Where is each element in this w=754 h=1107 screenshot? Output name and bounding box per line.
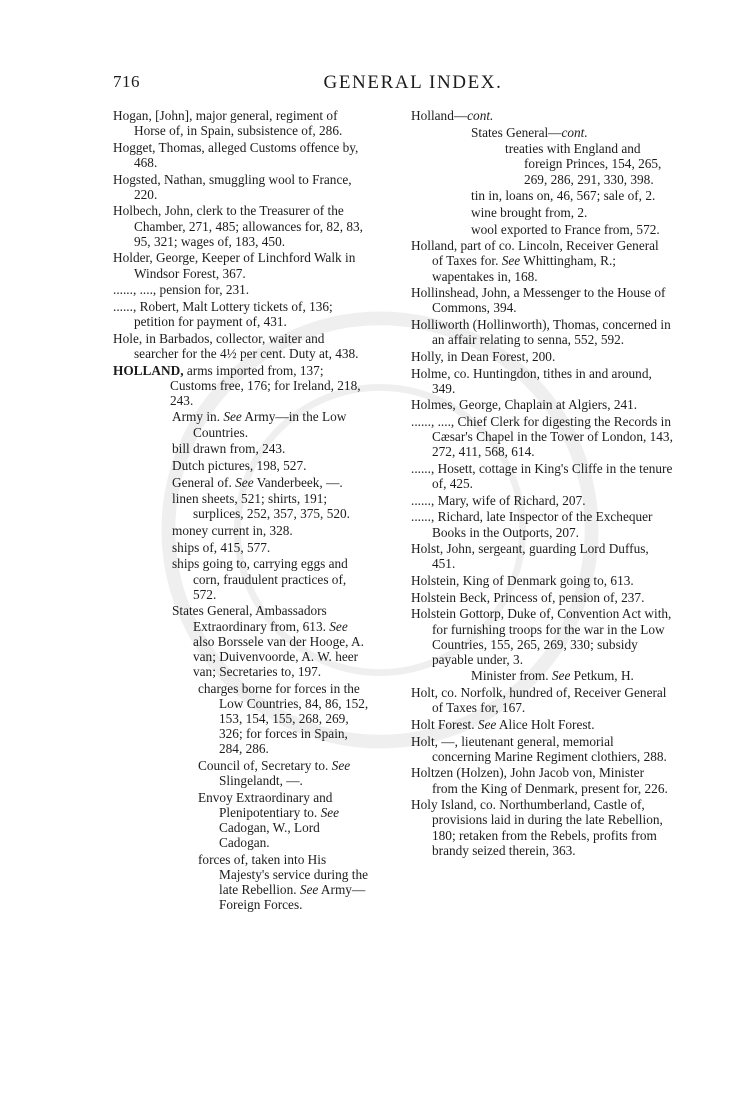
sub-entry: wine brought from, 2. bbox=[471, 204, 588, 220]
sub-entry: Army in. See Army—in the Low Countries. bbox=[172, 409, 347, 440]
index-entry: Holstein Beck, Princess of, pension of, 237. bbox=[411, 589, 645, 605]
index-entry: ......, Robert, Malt Lottery tickets of, 136; petition for payment of, 431. bbox=[113, 298, 333, 330]
page-title: GENERAL INDEX. bbox=[323, 72, 503, 93]
sub-entry: ships of, 415, 577. bbox=[172, 539, 271, 555]
index-entry: Holst, John, sergeant, guarding Lord Duffus, 451. bbox=[411, 541, 649, 572]
sub-entry: Dutch pictures, 198, 527. bbox=[172, 457, 307, 473]
sub-entry: Minister from. See Petkum, H. bbox=[471, 668, 634, 684]
see-reference: See bbox=[235, 474, 254, 490]
sub-entry: bill drawn from, 243. bbox=[172, 441, 286, 457]
right-column bbox=[411, 108, 673, 859]
sub-entry: wool exported to France from, 572. bbox=[471, 221, 660, 237]
left-column bbox=[113, 108, 371, 914]
page-number: 716 bbox=[113, 72, 140, 91]
see-reference: See bbox=[299, 882, 319, 898]
see-reference: See bbox=[501, 253, 521, 269]
sub-entry: linen sheets, 521; shirts, 191; surplices, 252, 357, 375, 520. bbox=[172, 491, 350, 522]
index-entry: ......, ...., pension for, 231. bbox=[113, 282, 250, 298]
index-entry: ......, Richard, late Inspector of the Exchequer Books in the Outports, 207. bbox=[411, 509, 653, 540]
see-reference: See bbox=[329, 618, 348, 634]
index-entry-holland bbox=[113, 363, 371, 408]
see-reference: See bbox=[551, 668, 571, 684]
index-entry: Holmes, George, Chaplain at Algiers, 241. bbox=[411, 397, 638, 413]
see-reference: See bbox=[223, 409, 242, 425]
index-entry: Holder, George, Keeper of Linchford Walk in Windsor Forest, 367. bbox=[113, 250, 356, 281]
continuation-heading: Holland—cont. bbox=[411, 108, 494, 123]
index-entry: Holliworth (Hollinworth), Thomas, concerned in an affair relating to senna, 552, 592. bbox=[411, 317, 671, 348]
index-entry: ......, ...., Chief Clerk for digesting the Records in Cæsar's Chapel in the Tower of London, 143, 272, 411, 568, 614. bbox=[411, 413, 673, 460]
index-entry: Hole, in Barbados, collector, waiter and searcher for the 4½ per cent. Duty at, 438. bbox=[113, 330, 359, 361]
index-entry: Hogsted, Nathan, smuggling wool to France, 220. bbox=[113, 171, 352, 202]
index-entry: Holstein Gottorp, Duke of, Convention Act with, for furnishing troops for the war in the Low Countries, 155, 265, 269, 330; subsidy payable under, 3. bbox=[411, 606, 672, 667]
index-entry: Hollinshead, John, a Messenger to the House of Commons, 394. bbox=[411, 285, 666, 316]
index-entry: Holt Forest. See Alice Holt Forest. bbox=[411, 716, 595, 732]
index-entry: Holtzen (Holzen), John Jacob von, Minister from the King of Denmark, present for, 226. bbox=[411, 765, 668, 796]
see-reference: See bbox=[320, 804, 340, 820]
index-entry: Holbech, John, clerk to the Treasurer of the Chamber, 271, 485; allowances for, 82, 83, 95, 321; wages of, 183, 450. bbox=[113, 203, 363, 249]
see-reference: See bbox=[331, 757, 351, 773]
running-head bbox=[113, 72, 653, 96]
holland-heading-rest: arms imported from, 137; Customs free, 176; for Ireland, 218, 243. bbox=[170, 362, 361, 408]
sub-entry: ships going to, carrying eggs and corn, fraudulent practices of, 572. bbox=[172, 556, 348, 602]
sub-entry: States General, Ambassadors Extraordinary from, 613. See also Borssele van der Hooge, A. van; Duivenvoorde, A. W. heer van; Secretaries to, 197. bbox=[172, 603, 364, 679]
sub-entry: General of. See Vanderbeek, —. bbox=[172, 474, 343, 490]
index-entry: Hogan, [John], major general, regiment of Horse of, in Spain, subsistence of, 286. bbox=[113, 108, 343, 139]
sub-sub-entry: Council of, Secretary to. See Slingelandt, —. bbox=[198, 757, 351, 789]
sub-sub-entry: treaties with England and foreign Princes, 154, 265, 269, 286, 291, 330, 398. bbox=[505, 141, 662, 187]
index-entry: ......, Mary, wife of Richard, 207. bbox=[411, 492, 586, 508]
sub-sub-entry: Envoy Extraordinary and Plenipotentiary to. See Cadogan, W., Lord Cadogan. bbox=[198, 789, 340, 851]
index-entry: Holme, co. Huntingdon, tithes in and around, 349. bbox=[411, 365, 652, 396]
index-entry: Holland, part of co. Lincoln, Receiver General of Taxes for. See Whittingham, R.; wapentakes in, 168. bbox=[411, 238, 659, 284]
see-reference: See bbox=[477, 716, 497, 732]
sub-sub-entry: forces of, taken into His Majesty's service during the late Rebellion. See Army—Foreign Forces. bbox=[198, 851, 368, 913]
index-entry: ......, Hosett, cottage in King's Cliffe in the tenure of, 425. bbox=[411, 460, 673, 492]
index-entry: Holy Island, co. Northumberland, Castle of, provisions laid in during the late Rebellion, 180; retaken from the Rebels, profits from brandy seized therein, 363. bbox=[411, 797, 663, 858]
sub-entry: money current in, 328. bbox=[172, 523, 293, 539]
sub-entry: States General—cont. bbox=[471, 124, 588, 140]
index-entry: Holt, co. Norfolk, hundred of, Receiver General of Taxes for, 167. bbox=[411, 685, 667, 716]
sub-sub-entry: charges borne for forces in the Low Countries, 84, 86, 152, 153, 154, 155, 268, 269, 326; for forces in Spain, 284, 286. bbox=[198, 680, 369, 757]
index-entry: Holly, in Dean Forest, 200. bbox=[411, 348, 556, 364]
index-entry: Holt, —, lieutenant general, memorial concerning Marine Regiment clothiers, 288. bbox=[411, 733, 667, 764]
sub-entry: tin in, loans on, 46, 567; sale of, 2. bbox=[471, 188, 656, 204]
index-entry: Holstein, King of Denmark going to, 613. bbox=[411, 573, 634, 589]
index-entry: Hogget, Thomas, alleged Customs offence by, 468. bbox=[113, 139, 359, 170]
holland-heading: HOLLAND, bbox=[113, 362, 184, 378]
